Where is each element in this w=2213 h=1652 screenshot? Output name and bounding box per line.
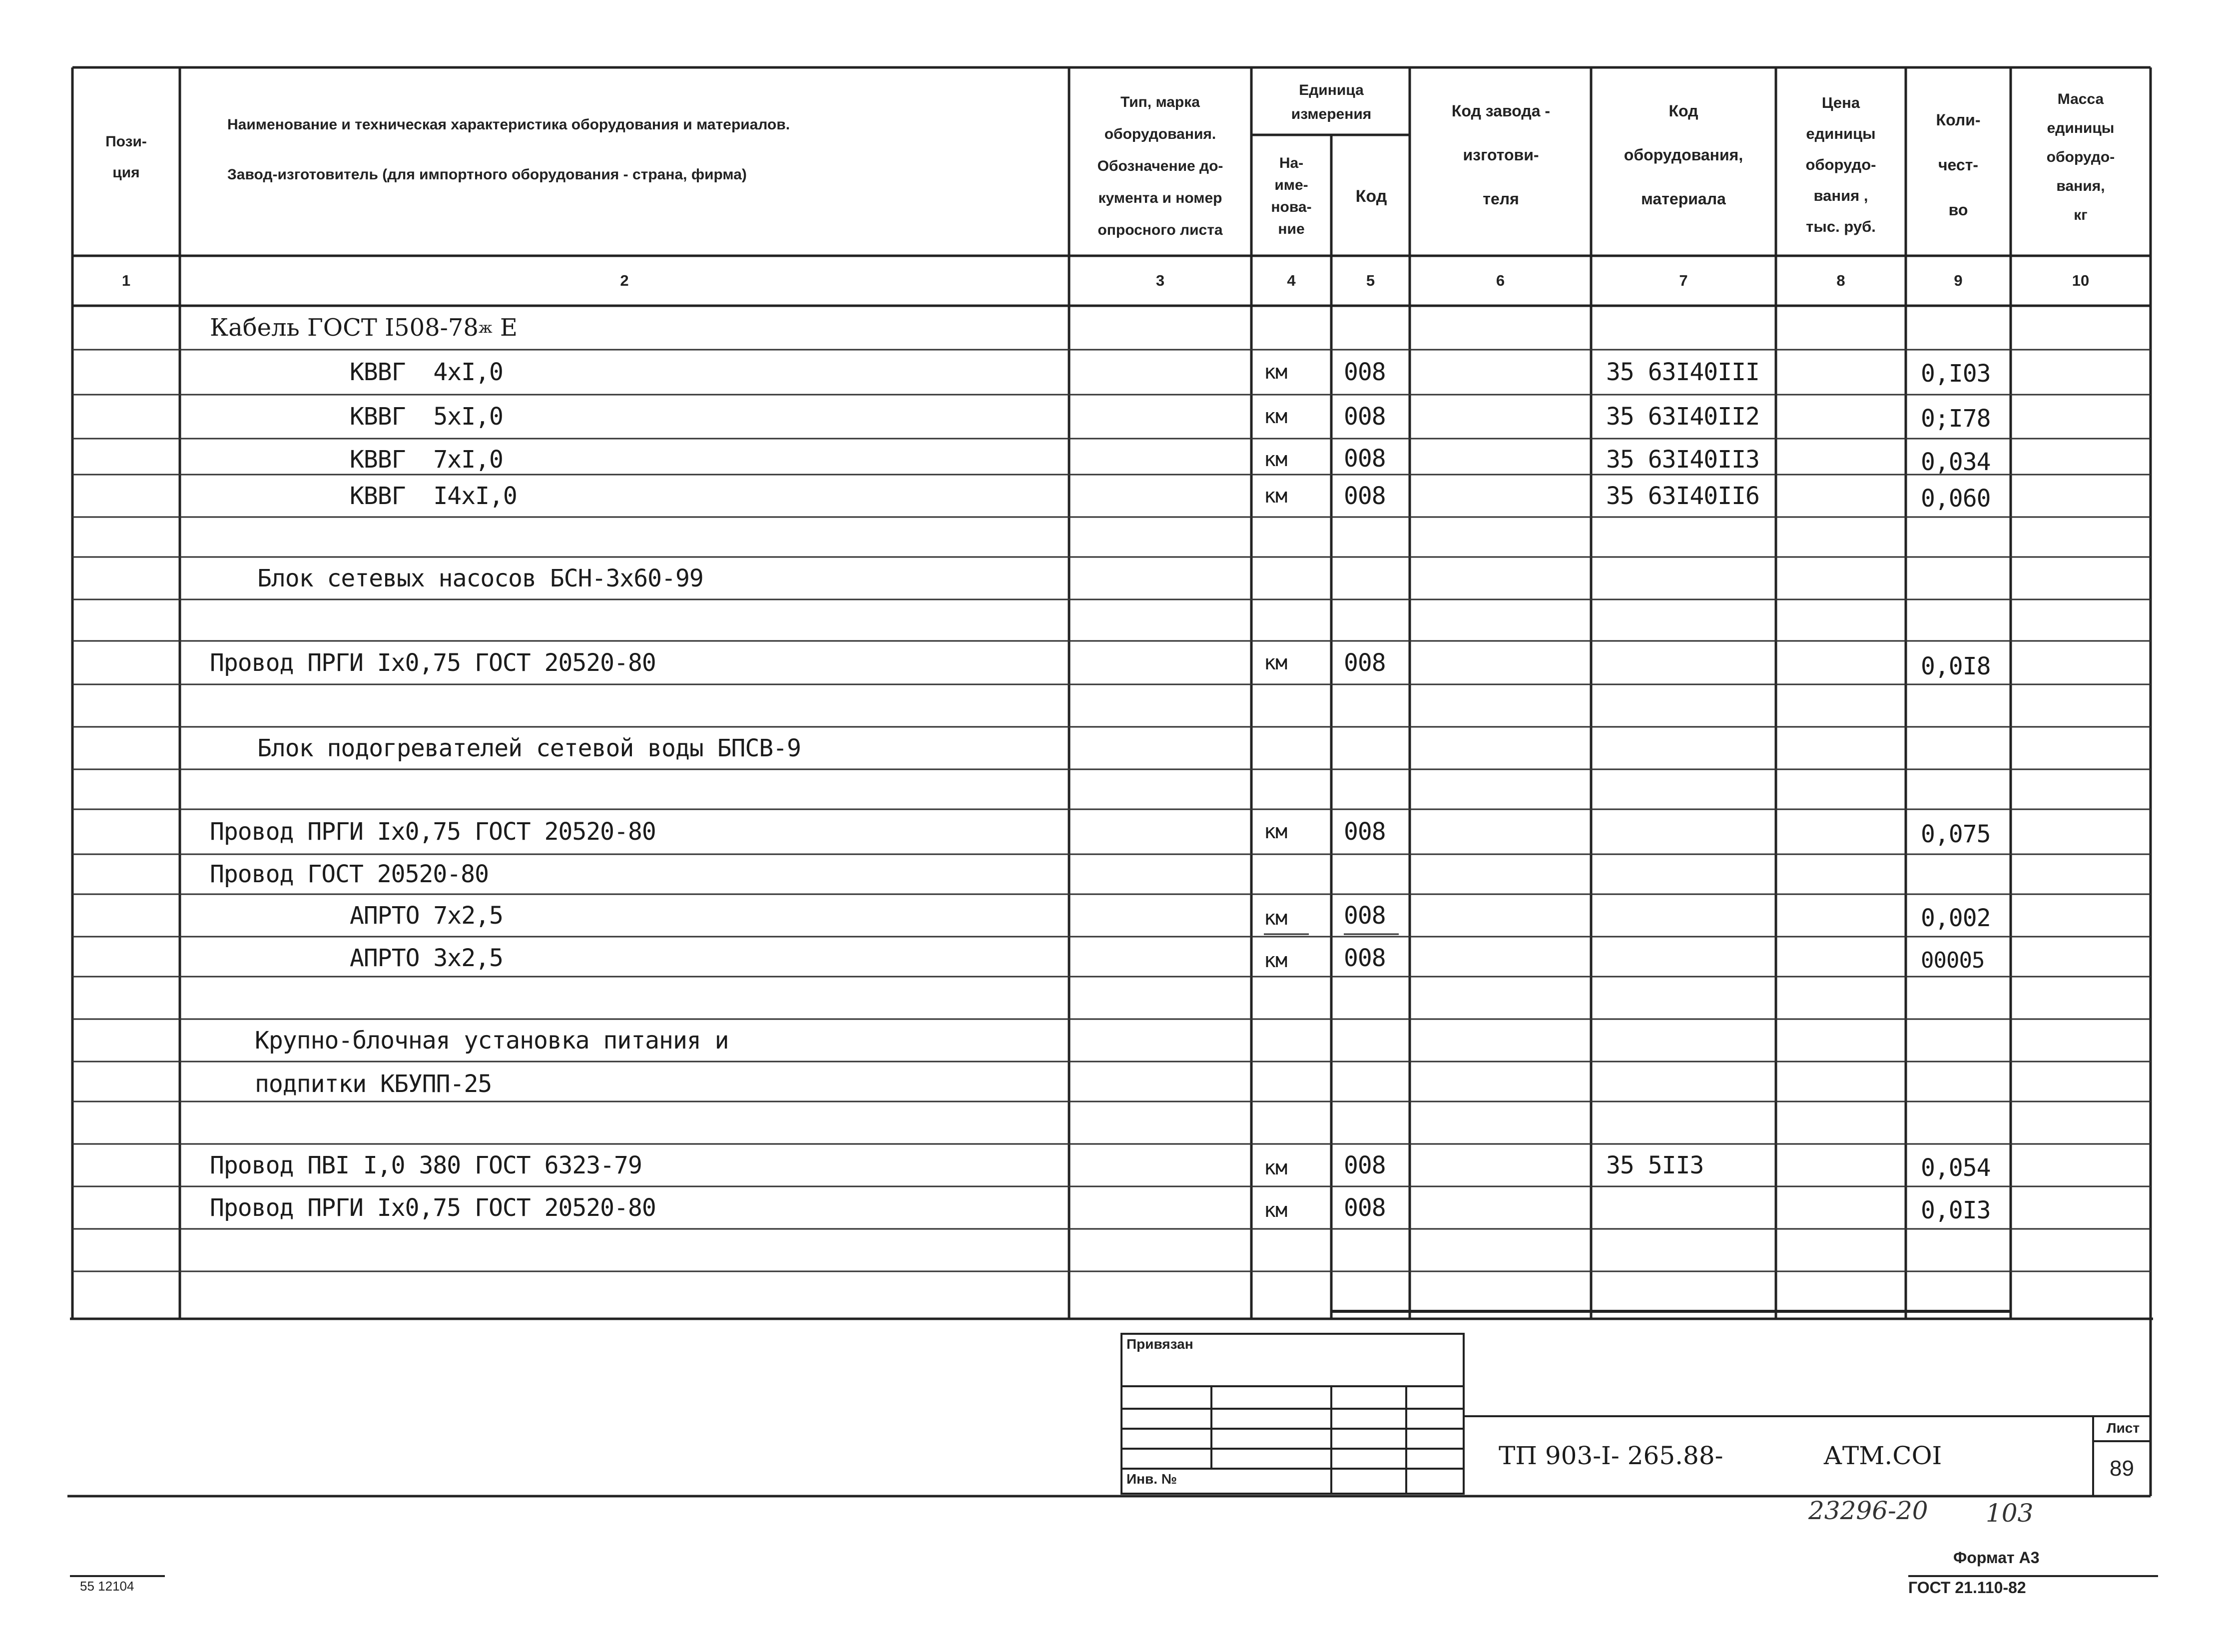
header-price-line-2: единицы (1806, 125, 1876, 142)
left-code-label: 55 12104 (80, 1579, 134, 1594)
header-factory-code-line-1: Код завода - (1451, 102, 1551, 120)
table-row-name: Провод ПРГИ Iх0,75 ГОСТ 20520-80 (210, 1193, 656, 1222)
table-row-unit: км (1264, 1156, 1287, 1179)
header-unit-name-line-2: име- (1274, 176, 1308, 193)
table-row-quantity: 0,002 (1921, 904, 1991, 932)
table-row-code: 008 (1344, 358, 1386, 386)
table-row-code: 008 (1344, 445, 1386, 473)
header-unit-code-text: Код (1355, 186, 1387, 206)
header-price (1778, 85, 1903, 245)
table-row-unit: км (1264, 448, 1287, 471)
header-equipment-code-line-2: оборудования, (1624, 146, 1743, 164)
title-block-sheet-label: Лист (2106, 1420, 2140, 1436)
header-unit-group (1254, 72, 1409, 132)
table-row-name: Провод ПРГИ Iх0,75 ГОСТ 20520-80 (210, 818, 656, 846)
table-row-code: 008 (1344, 482, 1386, 510)
table-row-name: Провод ПРГИ Iх0,75 ГОСТ 20520-80 (210, 648, 656, 677)
table-row-unit: км (1264, 651, 1287, 674)
header-price-line-1: Цена (1821, 94, 1860, 111)
table-row-unit: км (1264, 405, 1287, 428)
header-type-line-4: кумента и номер (1098, 189, 1222, 206)
title-block-bound-label: Привязан (1126, 1336, 1193, 1352)
header-name-line-1: Наименование и техническая характеристика оборудования и материалов. (227, 116, 790, 133)
table-row-name (210, 306, 518, 350)
column-number-10: 10 (2072, 272, 2090, 289)
table-row-quantity: 0,0I8 (1921, 652, 1991, 680)
header-unit-group-line-1: Единица (1299, 82, 1364, 98)
table-row-name: КВВГ 7хI,0 (350, 446, 503, 474)
column-number-4: 4 (1287, 272, 1296, 289)
table-row-name: КВВГ I4хI,0 (350, 482, 517, 510)
header-type-line-1: Тип, марка (1120, 93, 1200, 110)
table-row-quantity: 0,I03 (1921, 359, 1991, 388)
table-row-equipment-code: 35 63I40III (1606, 358, 1759, 386)
header-quantity-line-3: во (1948, 201, 1968, 219)
table-row-quantity: 0,075 (1921, 820, 1991, 848)
header-price-line-5: тыс. руб. (1806, 218, 1876, 235)
header-unit-name-line-1: На- (1279, 154, 1304, 171)
header-name (227, 107, 1027, 192)
header-quantity-line-1: Коли- (1936, 111, 1981, 129)
header-unit-name (1254, 140, 1329, 252)
header-mass-line-4: вания, (2056, 178, 2105, 194)
row-name-text: Кабель ГОСТ I508-78 (210, 314, 479, 342)
table-row-code: 008 (1344, 1151, 1386, 1179)
table-row-unit: км (1264, 484, 1287, 508)
header-quantity (1908, 90, 2008, 240)
header-position-line-1: Пози- (105, 133, 147, 150)
header-type (1072, 85, 1249, 247)
header-factory-code-line-3: теля (1483, 190, 1519, 208)
table-row-quantity: 0,0I3 (1921, 1196, 1991, 1224)
column-number-1: 1 (121, 272, 131, 289)
header-unit-name-line-3: нова- (1271, 198, 1312, 215)
table-row-name: Провод ГОСТ 20520-80 (210, 860, 489, 888)
header-quantity-line-2: чест- (1938, 156, 1979, 174)
table-row-quantity: 0,060 (1921, 484, 1991, 513)
standard-label: ГОСТ 21.110-82 (1908, 1579, 2026, 1597)
table-row-name: Провод ПВI I,0 380 ГОСТ 6323-79 (210, 1151, 642, 1179)
title-block-document-code: АТМ.СОI (1823, 1441, 1942, 1470)
header-equipment-code (1594, 80, 1773, 230)
header-price-line-3: оборудо- (1805, 156, 1876, 173)
table-row-equipment-code: 35 63I40II3 (1606, 446, 1759, 474)
title-block-inventory-label: Инв. № (1126, 1471, 1177, 1487)
header-price-line-4: вания , (1813, 187, 1868, 204)
handwritten-number: 23296-20 (1808, 1496, 1928, 1525)
header-type-line-3: Обозначение до- (1097, 157, 1223, 174)
header-type-line-5: опросного листа (1098, 221, 1223, 238)
header-factory-code (1412, 80, 1590, 230)
table-row-code: 008 (1344, 1193, 1386, 1222)
table-row-quantity: 0,034 (1921, 448, 1991, 476)
header-position (75, 107, 177, 207)
header-mass-line-2: единицы (2047, 120, 2115, 136)
header-unit-name-line-4: ние (1278, 220, 1305, 237)
title-block-document-number: ТП 903-I- 265.88- (1499, 1441, 1723, 1470)
table-row-equipment-code: 35 63I40II2 (1606, 403, 1759, 431)
table-row-name: КВВГ 4хI,0 (350, 358, 503, 386)
column-number-9: 9 (1954, 272, 1963, 289)
header-mass-line-3: оборудо- (2046, 149, 2115, 165)
column-number-8: 8 (1836, 272, 1845, 289)
table-row-code: 008 (1344, 403, 1386, 431)
table-row-name: Блок сетевых насосов БСН-3х60-99 (257, 564, 703, 592)
table-row-name: Блок подогревателей сетевой воды БПСВ-9 (257, 734, 801, 762)
format-label: Формат А3 (1953, 1549, 2040, 1567)
table-row-code: 008 (1344, 901, 1386, 930)
header-position-line-2: ция (112, 164, 140, 181)
table-row-name: Крупно-блочная установка питания и (255, 1026, 729, 1055)
table-row-name: АПРТО 7х2,5 (350, 901, 503, 930)
header-type-line-2: оборудования. (1104, 125, 1216, 142)
table-row-code: 008 (1344, 944, 1386, 972)
table-row-equipment-code: 35 63I40II6 (1606, 482, 1759, 510)
table-row-name: подпитки КБУПП-25 (255, 1070, 492, 1098)
header-mass-line-5: кг (2074, 207, 2088, 223)
column-number-6: 6 (1496, 272, 1505, 289)
table-row-quantity: 0,054 (1921, 1153, 1991, 1182)
header-equipment-code-line-3: материала (1641, 190, 1726, 208)
column-number-5: 5 (1366, 272, 1375, 289)
header-mass (2013, 75, 2148, 240)
table-row-unit: км (1264, 1198, 1287, 1222)
header-unit-code (1334, 140, 1409, 252)
header-unit-group-line-2: измерения (1291, 106, 1372, 122)
row-name-superscript: ж (478, 319, 493, 337)
row-name-tail: Е (492, 314, 518, 342)
table-row-equipment-code: 35 5II3 (1606, 1151, 1704, 1179)
title-block-sheet-number: 89 (2110, 1456, 2134, 1481)
header-equipment-code-line-1: Код (1668, 102, 1698, 120)
header-factory-code-line-2: изготови- (1463, 146, 1539, 164)
table-row-quantity: 00005 (1921, 948, 1985, 973)
table-row-quantity: 0;I78 (1921, 404, 1991, 433)
table-row-unit: км (1264, 906, 1287, 930)
header-name-line-2: Завод-изготовитель (для импортного оборудования - страна, фирма) (227, 166, 747, 183)
handwritten-page: 103 (1986, 1499, 2034, 1528)
table-row-name: АПРТО 3х2,5 (350, 944, 503, 972)
table-row-unit: км (1264, 820, 1287, 843)
table-row-code: 008 (1344, 648, 1386, 677)
table-row-name: КВВГ 5хI,0 (350, 403, 503, 431)
column-number-3: 3 (1155, 272, 1165, 289)
header-mass-line-1: Масса (2057, 91, 2104, 107)
column-number-2: 2 (620, 272, 629, 289)
column-number-7: 7 (1679, 272, 1688, 289)
table-row-unit: км (1264, 949, 1287, 972)
table-row-unit: км (1264, 361, 1287, 384)
table-row-code: 008 (1344, 818, 1386, 846)
